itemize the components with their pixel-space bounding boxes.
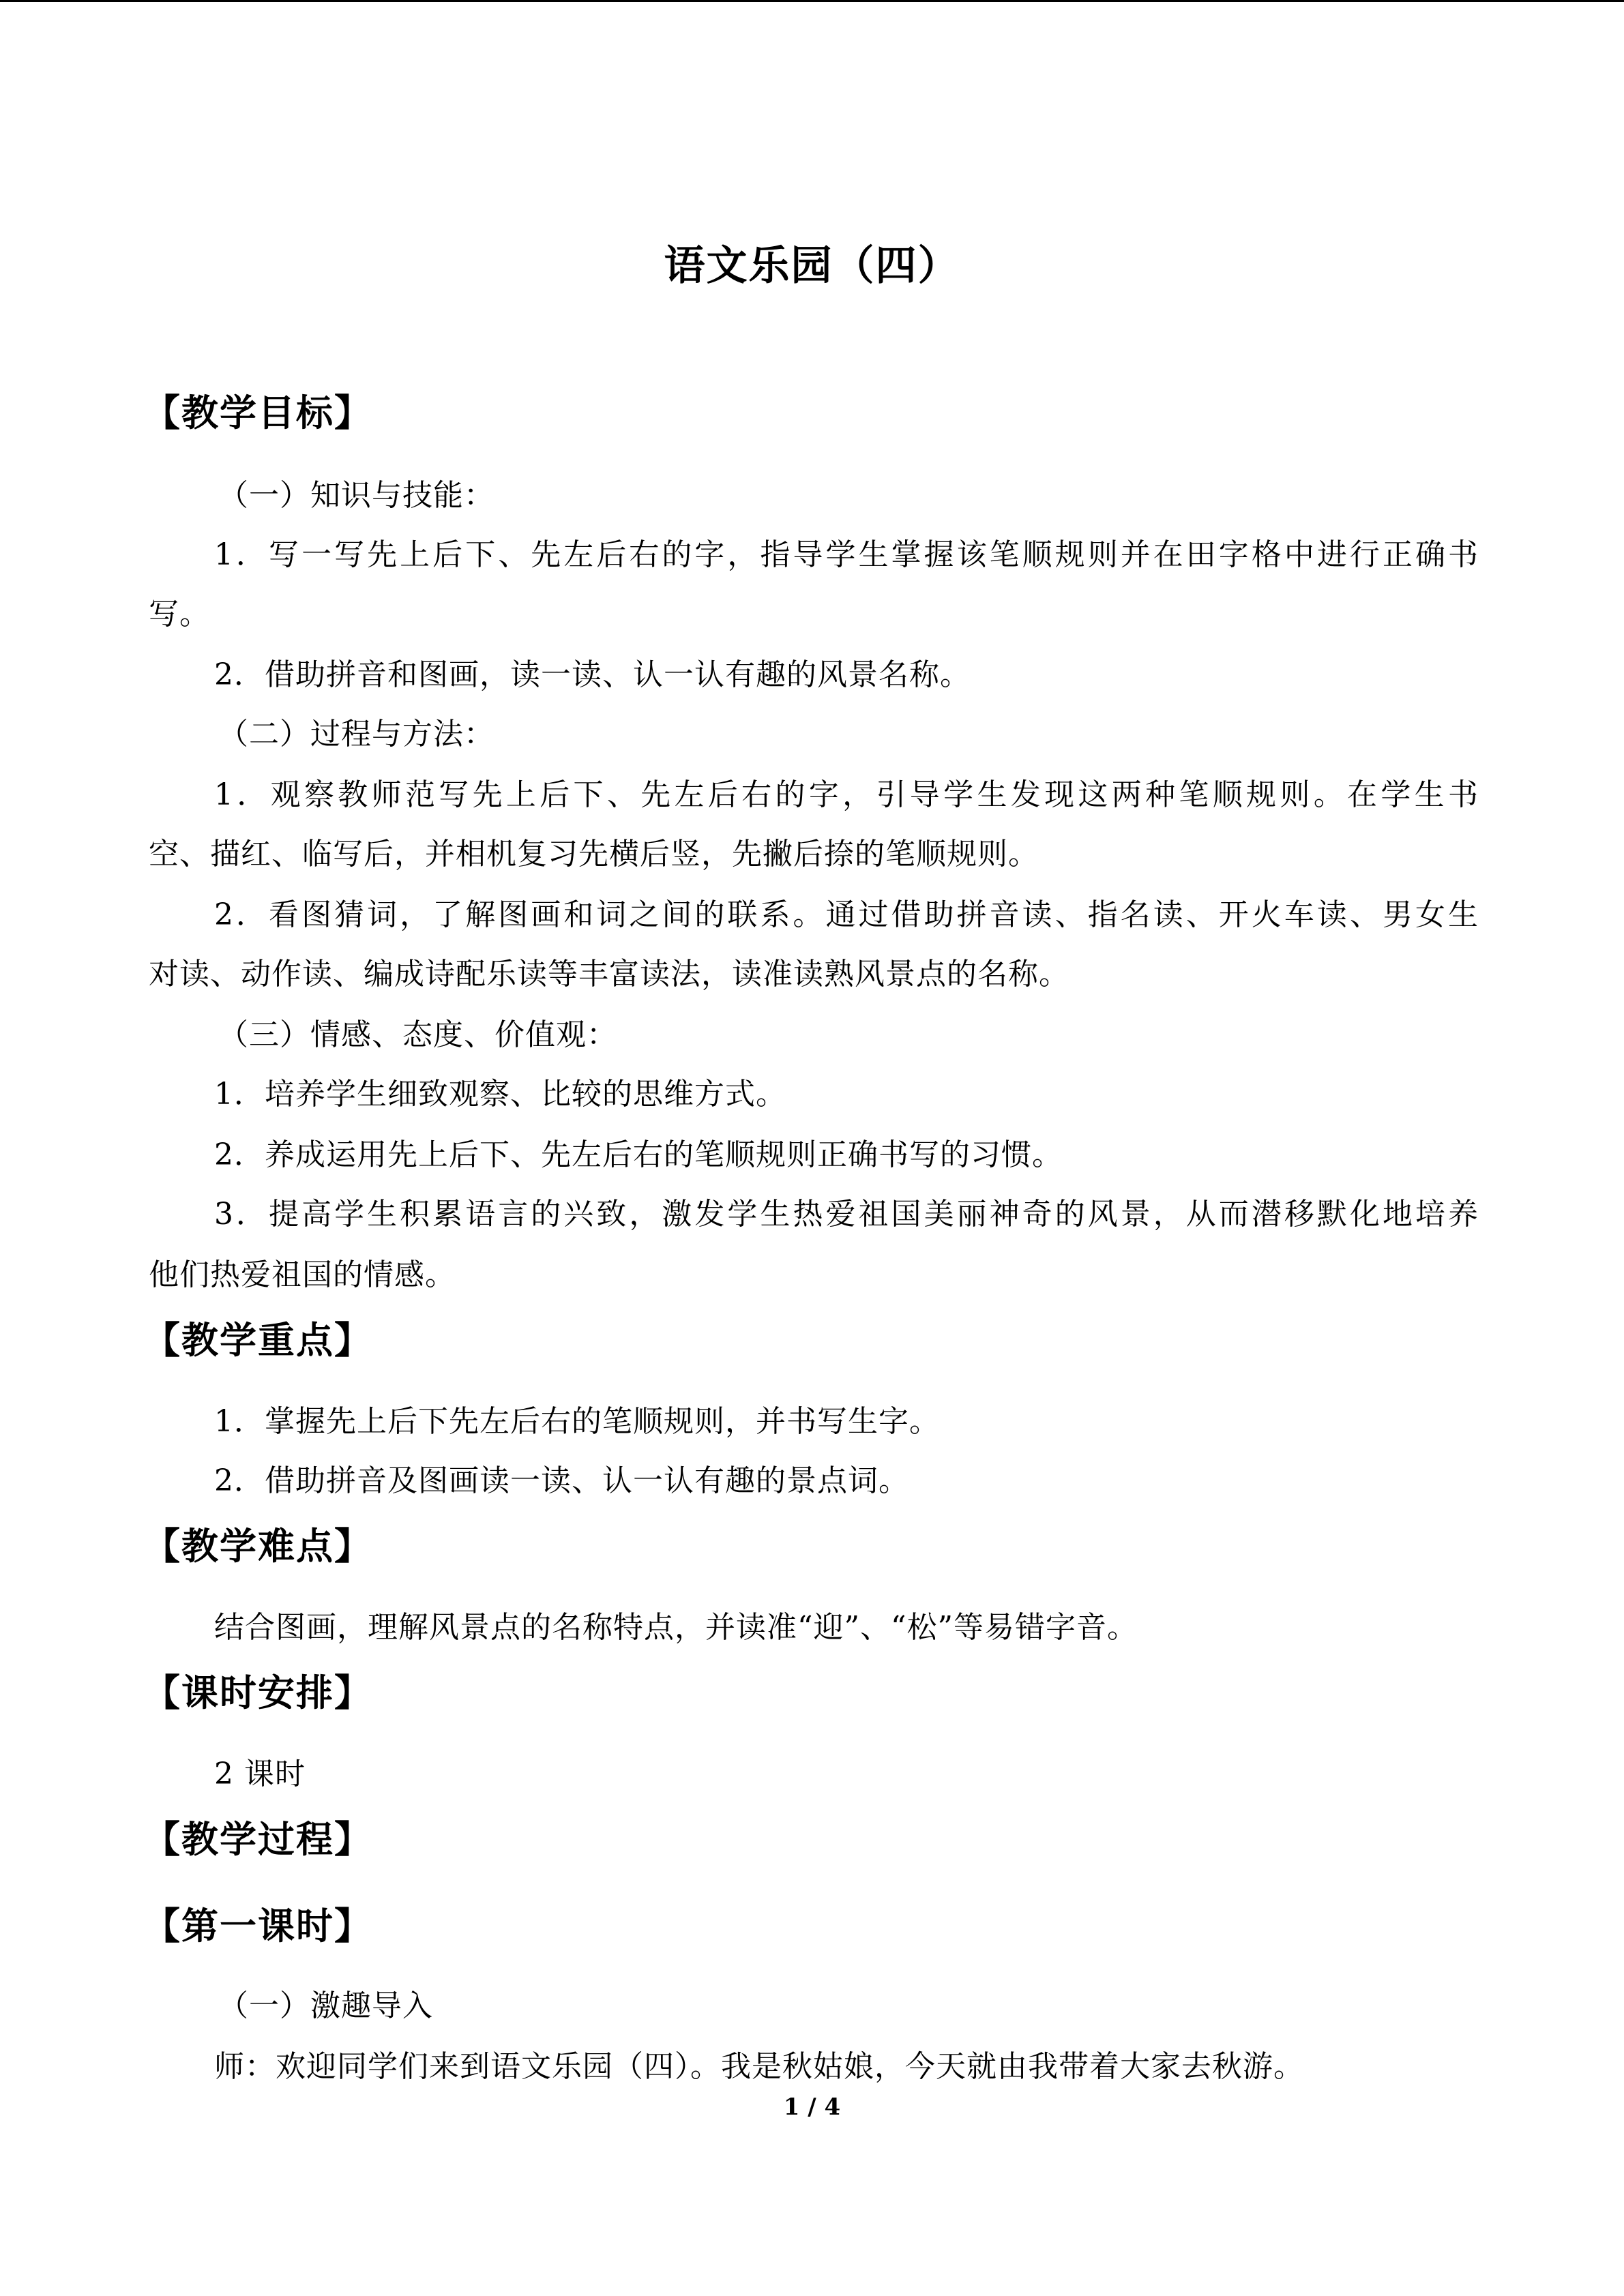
objectives-sub2: （二）过程与方法： <box>218 717 494 751</box>
page-number: 1 / 4 <box>783 2093 841 2121</box>
heading-process: 【教学过程】 <box>143 1817 372 1861</box>
objectives-s3-item3-line1: 3．提高学生积累语言的兴致，激发学生热爱祖国美丽神奇的风景，从而潜移默化地培养 <box>214 1197 1479 1232</box>
objectives-s3-item1: 1．培养学生细致观察、比较的思维方式。 <box>214 1077 786 1112</box>
objectives-sub1: （一）知识与技能： <box>218 478 494 513</box>
heading-keypoints: 【教学重点】 <box>143 1318 372 1362</box>
objectives-s1-item2: 2．借助拼音和图画，读一读、认一认有趣的风景名称。 <box>214 657 971 692</box>
objectives-s2-item1-line2: 空、描红、临写后，并相机复习先横后竖，先撇后捺的笔顺规则。 <box>149 837 1039 871</box>
objectives-s2-item1-line1: 1．观察教师范写先上后下、先左后右的字，引导学生发现这两种笔顺规则。在学生书 <box>214 777 1479 812</box>
lesson1-teacher-line: 师：欢迎同学们来到语文乐园（四）。我是秋姑娘，今天就由我带着大家去秋游。 <box>214 2049 1304 2084</box>
heading-lesson1: 【第一课时】 <box>143 1904 372 1948</box>
top-border-line <box>0 0 1624 2</box>
heading-schedule: 【课时安排】 <box>143 1671 372 1714</box>
objectives-s2-item2-line2: 对读、动作读、编成诗配乐读等丰富读法，读准读熟风景点的名称。 <box>149 957 1069 992</box>
keypoints-item2: 2．借助拼音及图画读一读、认一认有趣的景点词。 <box>214 1463 909 1498</box>
keypoints-item1: 1．掌握先上后下先左后右的笔顺规则，并书写生字。 <box>214 1404 940 1439</box>
heading-difficulties: 【教学难点】 <box>143 1524 372 1568</box>
objectives-s2-item2-line1: 2．看图猜词，了解图画和词之间的联系。通过借助拼音读、指名读、开火车读、男女生 <box>214 897 1479 932</box>
objectives-sub3: （三）情感、态度、价值观： <box>218 1017 617 1052</box>
heading-objectives: 【教学目标】 <box>143 391 372 434</box>
objectives-s1-item1-line1: 1．写一写先上后下、先左后右的字，指导学生掌握该笔顺规则并在田字格中进行正确书 <box>214 537 1479 572</box>
document-title: 语文乐园（四） <box>664 242 960 290</box>
objectives-s1-item1-line2: 写。 <box>149 597 210 631</box>
schedule-text: 2 课时 <box>214 1757 306 1791</box>
difficulties-text: 结合图画，理解风景点的名称特点，并读准“迎”、“松”等易错字音。 <box>214 1610 1138 1645</box>
objectives-s3-item2: 2．养成运用先上后下、先左后右的笔顺规则正确书写的习惯。 <box>214 1137 1063 1172</box>
lesson1-sub1: （一）激趣导入 <box>218 1988 433 2023</box>
objectives-s3-item3-line2: 他们热爱祖国的情感。 <box>149 1257 456 1292</box>
